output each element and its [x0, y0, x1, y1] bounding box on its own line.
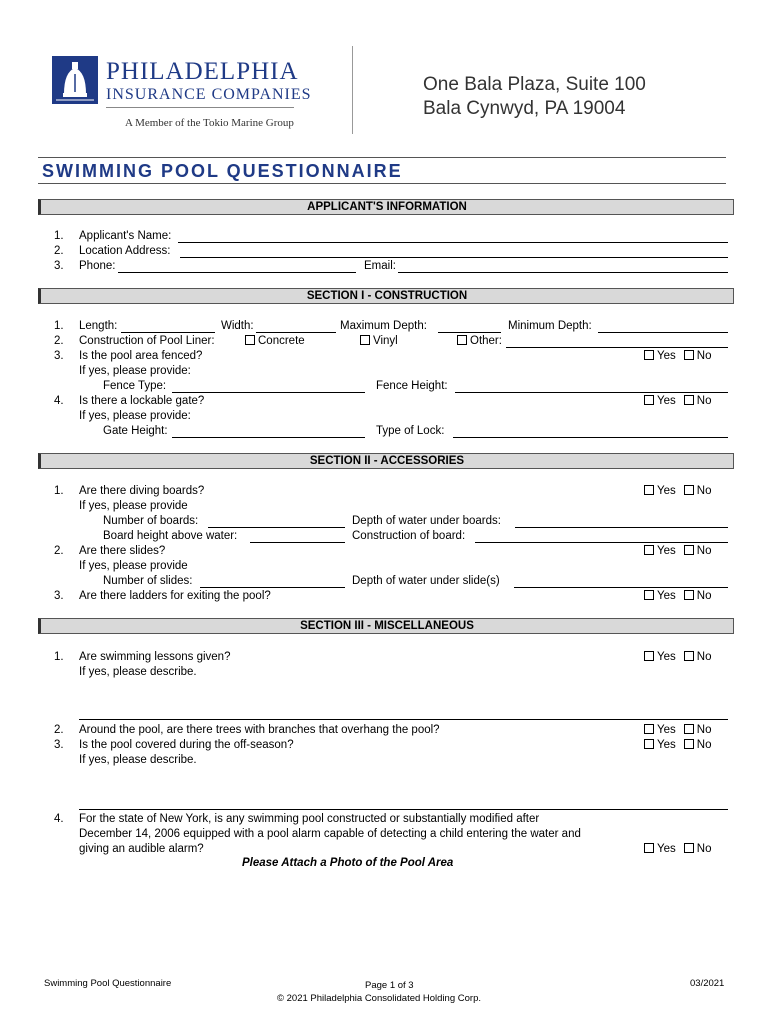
diving-yes-no[interactable] [644, 485, 711, 497]
diving-no-checkbox[interactable] [684, 485, 694, 495]
max-depth-label: Maximum Depth: [340, 320, 427, 332]
footer-form-name: Swimming Pool Questionnaire [44, 978, 172, 989]
lock-type-label: Type of Lock: [376, 425, 445, 437]
depth-boards-label: Depth of water under boards: [352, 515, 501, 527]
no-label: No [696, 590, 712, 602]
ladders-yes-no[interactable] [644, 590, 711, 602]
no-label: No [696, 485, 712, 497]
max-depth-field[interactable] [438, 332, 501, 333]
ladders-yes-checkbox[interactable] [644, 590, 654, 600]
accessories-q1-number: 1. [54, 485, 64, 497]
num-slides-field[interactable] [200, 587, 345, 588]
ladders-no-checkbox[interactable] [684, 590, 694, 600]
applicant-info-heading: APPLICANT'S INFORMATION [38, 199, 734, 215]
fence-height-field[interactable] [455, 392, 728, 393]
other-label: Other: [470, 335, 502, 347]
slides-question: Are there slides? [79, 545, 166, 557]
trees-question: Around the pool, are there trees with branches that overhang the pool? [79, 724, 440, 736]
brand-member-line: A Member of the Tokio Marine Group [125, 117, 294, 129]
yes-label: Yes [657, 485, 676, 497]
gate-height-field[interactable] [172, 437, 365, 438]
ny-alarm-no-checkbox[interactable] [684, 843, 694, 853]
width-label: Width: [221, 320, 254, 332]
gate-if-yes: If yes, please provide: [79, 410, 191, 422]
title-rule-top [38, 157, 726, 158]
concrete-label: Concrete [258, 335, 305, 347]
yes-label: Yes [657, 651, 676, 663]
yes-label: Yes [657, 590, 676, 602]
yes-label: Yes [657, 739, 676, 751]
vinyl-checkbox[interactable] [360, 335, 370, 345]
misc-q4-number: 4. [54, 813, 64, 825]
address-line1: One Bala Plaza, Suite 100 [423, 74, 646, 95]
diving-yes-checkbox[interactable] [644, 485, 654, 495]
gate-question: Is there a lockable gate? [79, 395, 205, 407]
slides-yes-no[interactable] [644, 545, 711, 557]
gate-no-checkbox[interactable] [684, 395, 694, 405]
ny-alarm-line2: December 14, 2006 equipped with a pool alarm capable of detecting a child entering the water and [79, 828, 581, 840]
covered-yes-checkbox[interactable] [644, 739, 654, 749]
min-depth-label: Minimum Depth: [508, 320, 592, 332]
no-label: No [696, 350, 712, 362]
depth-slides-label: Depth of water under slide(s) [352, 575, 500, 587]
no-label: No [696, 651, 712, 663]
fenced-if-yes: If yes, please provide: [79, 365, 191, 377]
liberty-bell-logo [52, 56, 98, 104]
slides-no-checkbox[interactable] [684, 545, 694, 555]
no-label: No [696, 724, 712, 736]
lock-type-field[interactable] [453, 437, 728, 438]
attach-photo-note: Please Attach a Photo of the Pool Area [242, 857, 454, 869]
misc-q1-number: 1. [54, 651, 64, 663]
construction-q1-number: 1. [54, 320, 64, 332]
email-label: Email: [364, 260, 396, 272]
applicant-q2-number: 2. [54, 245, 64, 257]
location-address-label: Location Address: [79, 245, 171, 257]
applicant-name-label: Applicant's Name: [79, 230, 172, 242]
footer-page-number: Page 1 of 3 [365, 980, 414, 991]
gate-yes-checkbox[interactable] [644, 395, 654, 405]
accessories-heading: SECTION II - ACCESSORIES [38, 453, 734, 469]
lessons-no-checkbox[interactable] [684, 651, 694, 661]
address-line2: Bala Cynwyd, PA 19004 [423, 98, 626, 119]
slides-yes-checkbox[interactable] [644, 545, 654, 555]
construction-heading: SECTION I - CONSTRUCTION [38, 288, 734, 304]
yes-label: Yes [657, 350, 676, 362]
no-label: No [696, 545, 712, 557]
page-title: SWIMMING POOL QUESTIONNAIRE [42, 161, 403, 181]
no-label: No [696, 395, 712, 407]
email-field[interactable] [398, 272, 728, 273]
misc-heading: SECTION III - MISCELLANEOUS [38, 618, 734, 634]
fenced-yes-checkbox[interactable] [644, 350, 654, 360]
fenced-yes-no[interactable] [644, 350, 711, 362]
covered-no-checkbox[interactable] [684, 739, 694, 749]
lessons-description-field[interactable] [79, 719, 728, 720]
phone-label: Phone: [79, 260, 116, 272]
misc-q2-number: 2. [54, 724, 64, 736]
brand-subname: INSURANCE COMPANIES [106, 86, 312, 103]
gate-yes-no[interactable] [644, 395, 711, 407]
trees-yes-no[interactable] [644, 724, 711, 736]
lessons-describe: If yes, please describe. [79, 666, 197, 678]
vinyl-label: Vinyl [373, 335, 398, 347]
applicant-name-field[interactable] [178, 242, 728, 243]
num-boards-label: Number of boards: [103, 515, 199, 527]
diving-if-yes: If yes, please provide [79, 500, 188, 512]
board-height-label: Board height above water: [103, 530, 238, 542]
length-field[interactable] [121, 332, 215, 333]
gate-height-label: Gate Height: [103, 425, 168, 437]
applicant-q1-number: 1. [54, 230, 64, 242]
num-boards-field[interactable] [208, 527, 345, 528]
fence-height-label: Fence Height: [376, 380, 448, 392]
slides-if-yes: If yes, please provide [79, 560, 188, 572]
yes-label: Yes [657, 545, 676, 557]
footer-copyright: © 2021 Philadelphia Consolidated Holding Corp. [277, 993, 481, 1004]
concrete-checkbox[interactable] [245, 335, 255, 345]
covered-question: Is the pool covered during the off-season? [79, 739, 294, 751]
other-checkbox[interactable] [457, 335, 467, 345]
misc-q3-number: 3. [54, 739, 64, 751]
depth-boards-field[interactable] [515, 527, 728, 528]
accessories-q2-number: 2. [54, 545, 64, 557]
construction-q2-number: 2. [54, 335, 64, 347]
diving-question: Are there diving boards? [79, 485, 205, 497]
fence-type-label: Fence Type: [103, 380, 167, 392]
ladders-question: Are there ladders for exiting the pool? [79, 590, 271, 602]
yes-label: Yes [657, 395, 676, 407]
num-slides-label: Number of slides: [103, 575, 193, 587]
trees-yes-checkbox[interactable] [644, 724, 654, 734]
brand-name: PHILADELPHIA [106, 58, 299, 85]
ny-alarm-yes-no[interactable] [644, 843, 711, 855]
construction-q3-number: 3. [54, 350, 64, 362]
location-address-field[interactable] [180, 257, 728, 258]
covered-describe: If yes, please describe. [79, 754, 197, 766]
applicant-q3-number: 3. [54, 260, 64, 272]
fenced-no-checkbox[interactable] [684, 350, 694, 360]
yes-label: Yes [657, 843, 676, 855]
covered-yes-no[interactable] [644, 739, 711, 751]
brand-divider [106, 107, 294, 108]
lessons-yes-checkbox[interactable] [644, 651, 654, 661]
board-height-field[interactable] [250, 542, 345, 543]
ny-alarm-line1: For the state of New York, is any swimming pool constructed or substantially modified after [79, 813, 540, 825]
footer-date: 03/2021 [690, 978, 725, 989]
liner-other-field[interactable] [506, 347, 728, 348]
construction-q4-number: 4. [54, 395, 64, 407]
fenced-question: Is the pool area fenced? [79, 350, 203, 362]
phone-field[interactable] [118, 272, 356, 273]
width-field[interactable] [256, 332, 336, 333]
liner-other-option[interactable] [457, 335, 502, 347]
lessons-question: Are swimming lessons given? [79, 651, 231, 663]
board-construction-field[interactable] [475, 542, 728, 543]
lessons-yes-no[interactable] [644, 651, 711, 663]
liner-vinyl-option[interactable] [360, 335, 398, 347]
liner-concrete-option[interactable] [245, 335, 305, 347]
no-label: No [696, 739, 712, 751]
fence-type-field[interactable] [172, 392, 365, 393]
length-label: Length: [79, 320, 118, 332]
accessories-q3-number: 3. [54, 590, 64, 602]
depth-slides-field[interactable] [514, 587, 728, 588]
ny-alarm-line3: giving an audible alarm? [79, 843, 204, 855]
board-construction-label: Construction of board: [352, 530, 466, 542]
header-divider [352, 46, 353, 134]
trees-no-checkbox[interactable] [684, 724, 694, 734]
liner-label: Construction of Pool Liner: [79, 335, 215, 347]
ny-alarm-yes-checkbox[interactable] [644, 843, 654, 853]
covered-description-field[interactable] [79, 809, 728, 810]
min-depth-field[interactable] [598, 332, 728, 333]
yes-label: Yes [657, 724, 676, 736]
no-label: No [696, 843, 712, 855]
title-rule-bottom [38, 183, 726, 184]
